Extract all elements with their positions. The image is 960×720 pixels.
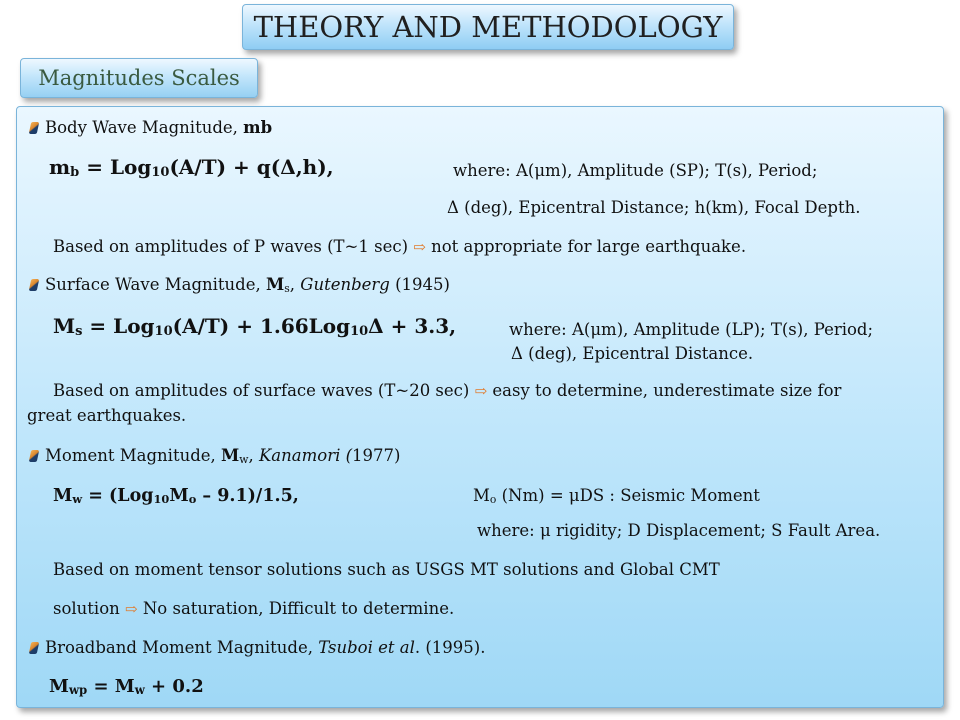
note-text: Based on amplitudes of P waves (T~1 sec): [53, 237, 409, 256]
formula-part: = Log: [79, 155, 152, 179]
slide-title-text: THEORY AND METHODOLOGY: [253, 10, 723, 44]
formula-part: (A/T) + 1.66Log: [172, 314, 351, 338]
broadband-heading: [45, 638, 485, 658]
formula-part: m: [49, 155, 71, 179]
formula-part: M: [49, 676, 69, 697]
formula-part: – 9.1)/1.5: [196, 486, 293, 506]
author: Gutenberg: [300, 275, 390, 294]
heading-text: Moment Magnitude,: [45, 446, 216, 465]
author: Tsuboi et al: [318, 638, 415, 657]
formula-part: M: [473, 486, 490, 505]
author: Kanamori (: [258, 446, 353, 465]
formula-part: Δ + 3.3: [368, 314, 450, 338]
formula-sub: w: [134, 683, 145, 697]
surface-wave-where-1: where: A(μm), Amplitude (LP); T(s), Period;: [509, 320, 874, 339]
moment-note-1: Based on moment tensor solutions such as USGS MT solutions and Global CMT: [53, 560, 720, 579]
moment-formula: $M_w = (Log_{10}M_o - 9.1)/1.5$,: [53, 486, 299, 506]
formula-sub: 10: [350, 324, 369, 339]
bullet-icon: [29, 279, 40, 291]
bullet-icon: [29, 450, 40, 462]
surface-wave-heading: Surface Wave Magnitude, $M_s$, Gutenberg (1945): [45, 275, 450, 295]
note-text: not appropriate for large earthquake.: [431, 237, 747, 256]
year: 1977): [352, 446, 401, 465]
note-text: solution: [53, 599, 120, 618]
right-arrow-icon: ⇨: [125, 600, 138, 618]
moment-note-2: [53, 599, 454, 619]
formula-sub: 10: [151, 165, 170, 180]
formula-sub: o: [188, 492, 197, 506]
surface-wave-formula: $M_s = Log_{10}(A/T) + 1.66Log_{10}\Delta + 3.3$,: [53, 314, 457, 339]
surface-wave-where-2: Δ (deg), Epicentral Distance.: [511, 344, 754, 363]
formula-part: M: [169, 486, 189, 506]
symbol: M: [221, 446, 240, 465]
body-wave-note: [53, 237, 746, 257]
formula-sub: 10: [154, 324, 173, 339]
formula-part: + 0.2: [144, 676, 204, 697]
body-wave-heading-text: Body Wave Magnitude,: [45, 118, 238, 137]
year: (1945): [395, 275, 450, 294]
body-wave-formula: [49, 155, 334, 180]
body-wave-where-2: Δ (deg), Epicentral Distance; h(km), Focal Depth.: [447, 198, 861, 217]
formula-sub: wp: [68, 683, 88, 697]
symbol: M: [265, 275, 285, 294]
formula-sub: o: [489, 493, 497, 506]
formula-sub: 10: [153, 492, 170, 506]
symbol-sub: s: [284, 282, 290, 295]
broadband-formula: [49, 677, 204, 697]
moment-where: where: μ rigidity; D Displacement; S Fault Area.: [477, 521, 881, 540]
bullet-icon: [29, 122, 40, 134]
heading-text: Surface Wave Magnitude,: [45, 275, 261, 294]
formula-part: = (Log: [82, 486, 154, 506]
body-wave-symbol: mb: [243, 118, 273, 137]
moment-heading: Moment Magnitude, $M_w$, Kanamori (1977): [45, 446, 401, 466]
seismic-moment-def: [473, 486, 760, 506]
formula-part: = Log: [82, 314, 155, 338]
note-text: easy to determine, underestimate size for: [492, 381, 842, 400]
section-title-text: Magnitudes Scales: [38, 66, 240, 90]
content-panel: [16, 106, 944, 708]
heading-text: Broadband Moment Magnitude,: [45, 638, 313, 657]
right-arrow-icon: ⇨: [413, 238, 426, 256]
bullet-icon: [29, 642, 40, 654]
formula-sub: w: [72, 492, 83, 506]
right-arrow-icon: ⇨: [474, 382, 488, 400]
note-text: Based on amplitudes of surface waves (T~20 sec): [53, 381, 470, 400]
formula-sub: b: [70, 165, 80, 180]
slide-title: [242, 4, 734, 50]
symbol-sub: w: [239, 453, 249, 466]
body-wave-where-1: where: A(μm), Amplitude (SP); T(s), Period;: [453, 161, 818, 180]
surface-wave-note: [53, 381, 841, 401]
formula-part: M: [53, 486, 73, 506]
section-title: [20, 58, 258, 98]
surface-wave-note-2: great earthquakes.: [27, 406, 187, 425]
formula-sub: s: [75, 324, 83, 339]
formula-part: = M: [87, 676, 135, 697]
formula-part: (Nm) = μDS : Seismic Moment: [496, 486, 760, 505]
formula-part: (A/T) + q(Δ,h),: [169, 155, 334, 179]
body-wave-heading: [45, 118, 272, 138]
note-text: No saturation, Difficult to determine.: [142, 599, 455, 618]
year: . (1995).: [414, 638, 486, 657]
formula-part: M: [53, 314, 76, 338]
